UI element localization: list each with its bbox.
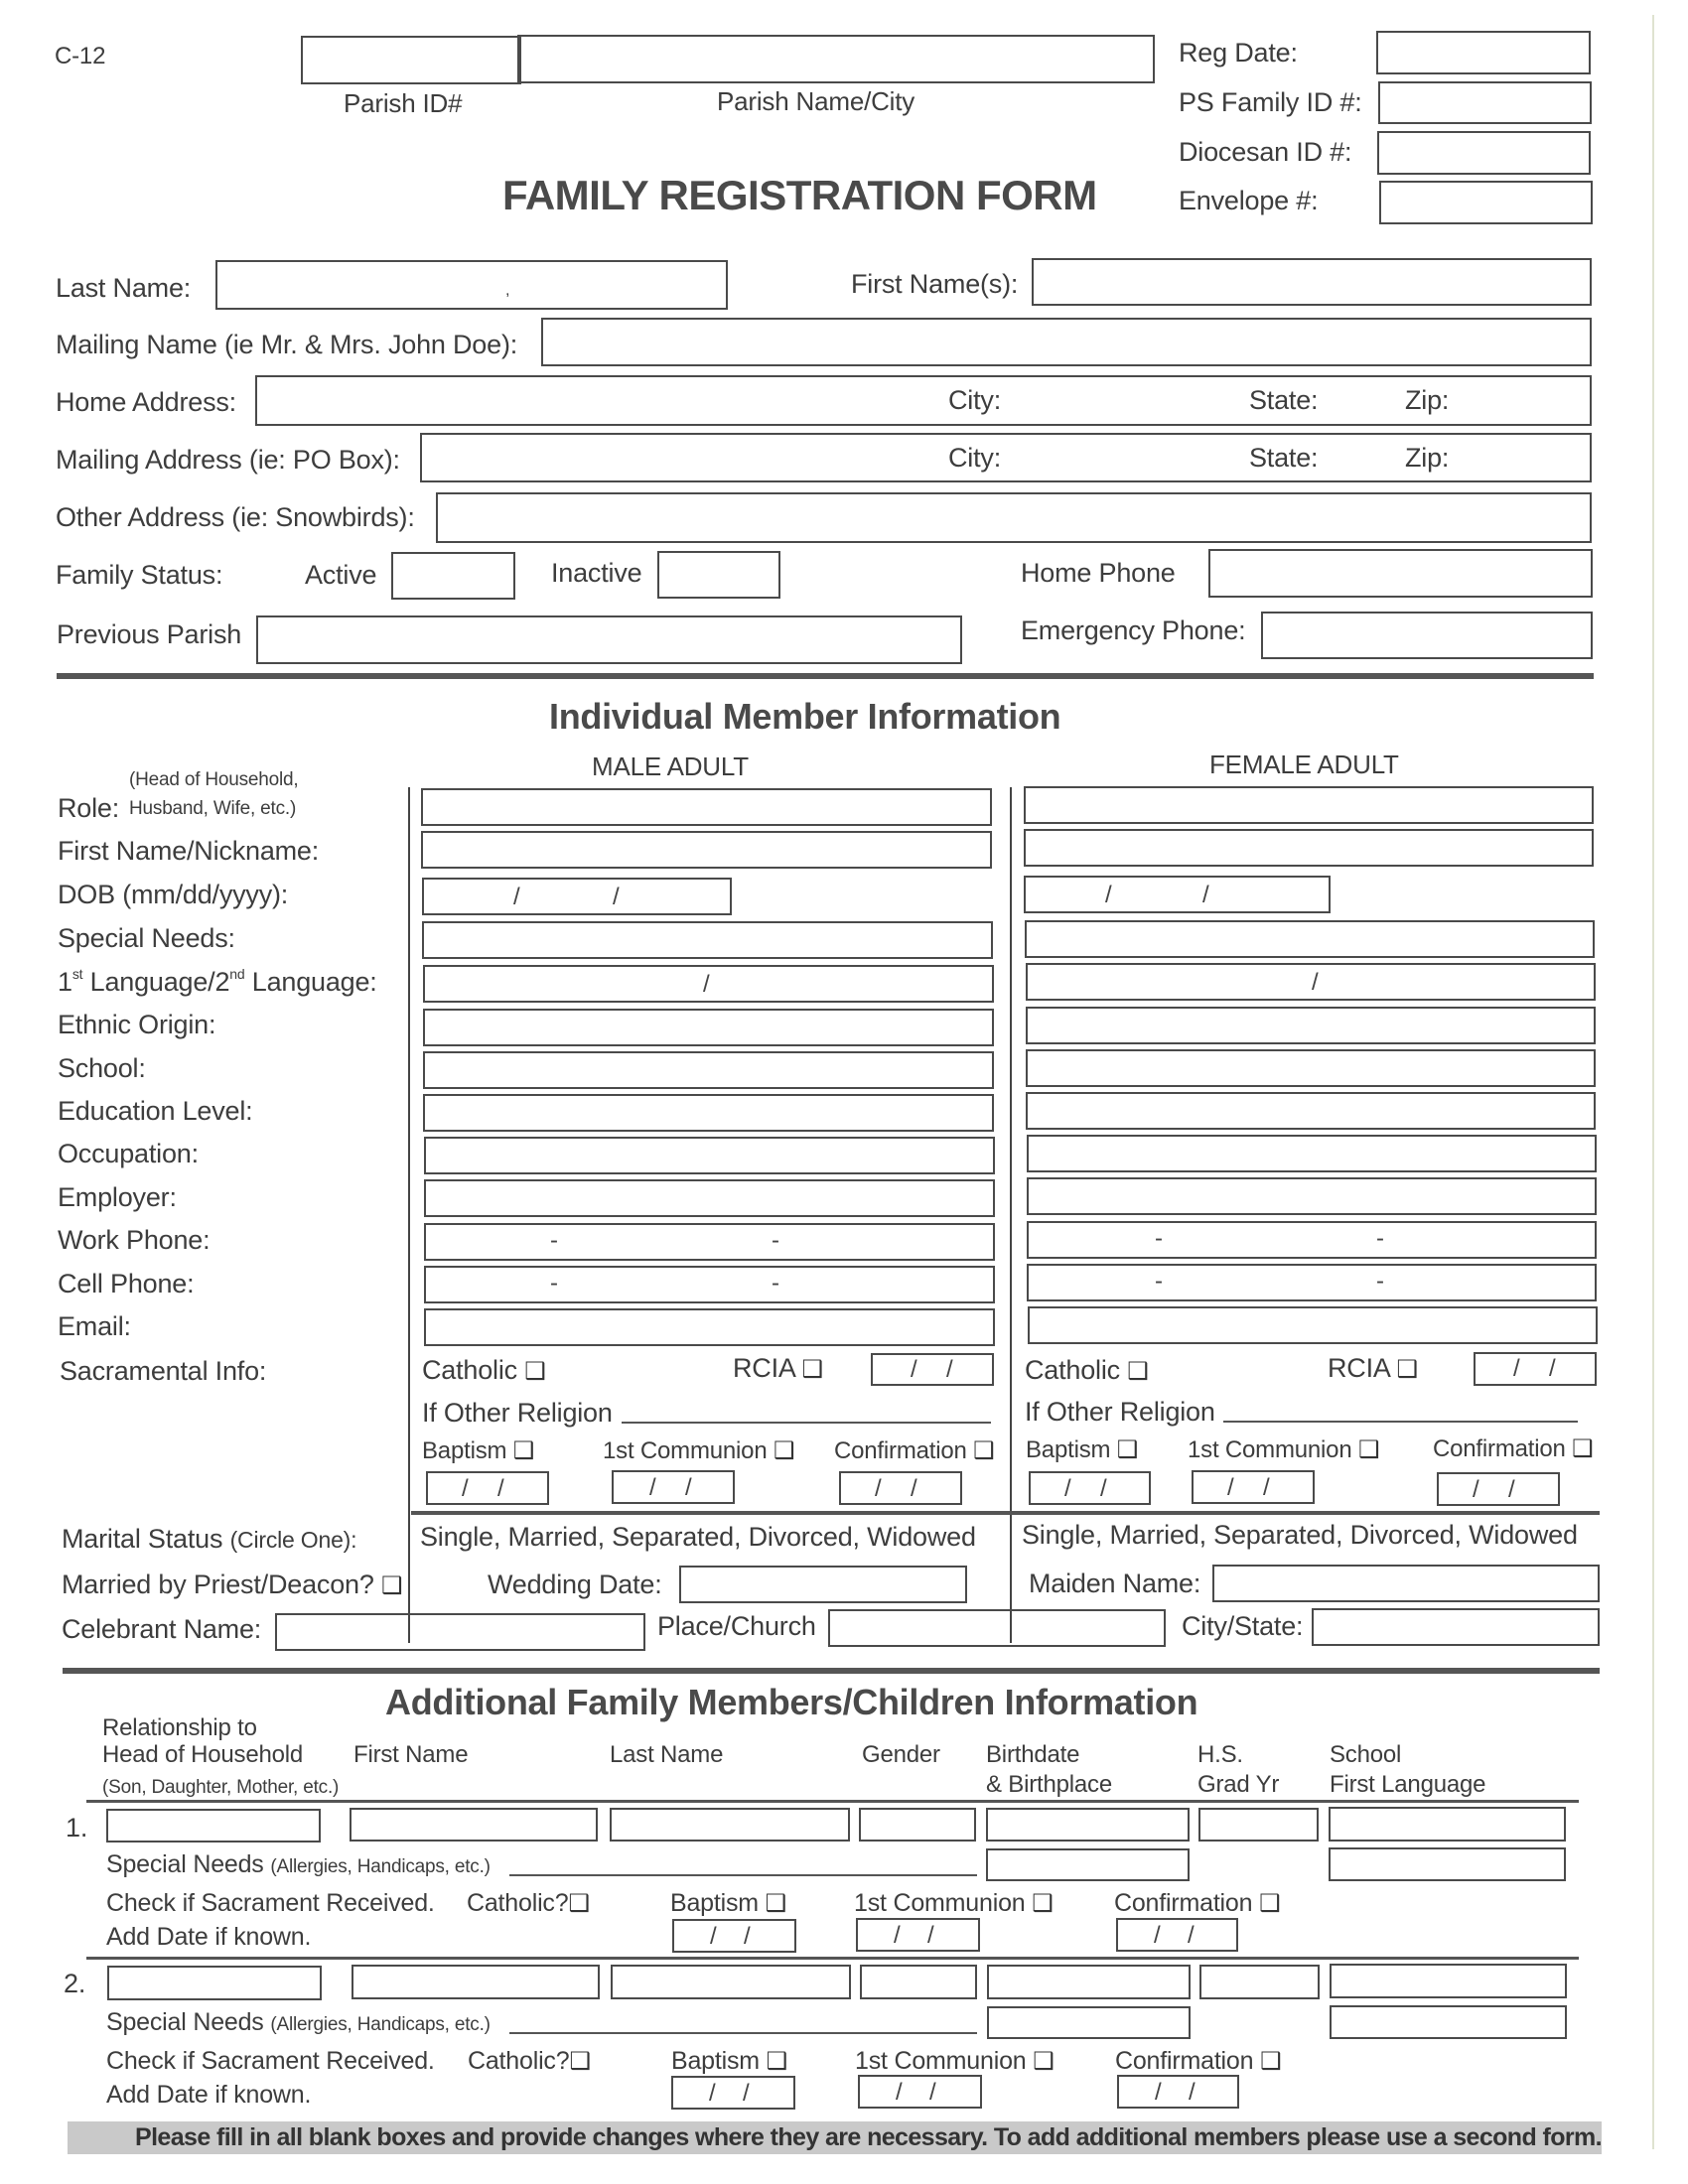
home-city-label: City: xyxy=(948,385,1002,415)
sacrament-divider xyxy=(411,1511,1600,1515)
checkbox-icon: ❑ xyxy=(765,1890,786,1917)
wedding-date-field[interactable] xyxy=(679,1566,967,1603)
female-other-religion-field[interactable] xyxy=(1223,1409,1578,1423)
emergency-phone-field[interactable] xyxy=(1261,612,1593,659)
col-relationship-1: Relationship to xyxy=(102,1714,257,1741)
city-state-field[interactable] xyxy=(1312,1608,1600,1646)
female-email-field[interactable] xyxy=(1028,1306,1598,1344)
member2-catholic-checkbox[interactable]: Catholic?❑ xyxy=(468,2047,591,2075)
male-special-needs-field[interactable] xyxy=(422,921,993,959)
member1-gender-field[interactable] xyxy=(859,1808,976,1842)
envelope-label: Envelope #: xyxy=(1179,186,1319,215)
female-education-level-field[interactable] xyxy=(1026,1092,1596,1130)
female-baptism-checkbox[interactable]: Baptism ❑ xyxy=(1026,1436,1139,1463)
phone-separator: - xyxy=(1155,1225,1163,1252)
checkbox-icon: ❑ xyxy=(568,1890,590,1917)
celebrant-name-field[interactable] xyxy=(275,1613,645,1651)
checkbox-icon: ❑ xyxy=(569,2048,591,2075)
language-separator: / xyxy=(703,971,710,998)
language-label: 1st Language/2nd Language: xyxy=(58,966,377,997)
date-separator: / xyxy=(1154,1922,1161,1949)
male-occupation-field[interactable] xyxy=(424,1137,995,1174)
checkbox-icon: ❑ xyxy=(973,1437,995,1464)
male-baptism-checkbox[interactable]: Baptism ❑ xyxy=(422,1437,535,1464)
active-label: Active xyxy=(305,560,377,590)
female-communion-checkbox[interactable]: 1st Communion ❑ xyxy=(1188,1436,1380,1463)
phone-separator: - xyxy=(772,1227,779,1254)
section-divider xyxy=(63,1668,1600,1674)
col-hs-1: H.S. xyxy=(1197,1741,1243,1768)
male-language-field[interactable] xyxy=(423,965,994,1003)
member2-add-date-label: Add Date if known. xyxy=(106,2081,312,2109)
checkbox-icon: ❑ xyxy=(1260,2048,1282,2075)
date-separator: / xyxy=(1188,1922,1195,1949)
phone-separator: - xyxy=(550,1270,558,1297)
last-name-label: Last Name: xyxy=(56,273,192,303)
phone-separator: - xyxy=(550,1227,558,1254)
mailing-address-label: Mailing Address (ie: PO Box): xyxy=(56,445,400,475)
member1-special-needs-label: Special Needs (Allergies, Handicaps, etc.) xyxy=(106,1850,491,1878)
checkbox-icon: ❑ xyxy=(1572,1435,1594,1462)
date-separator: / xyxy=(513,884,520,910)
education-level-label: Education Level: xyxy=(58,1096,253,1126)
member1-first-language-field[interactable] xyxy=(1329,1847,1566,1881)
checkbox-icon: ❑ xyxy=(1357,1436,1380,1463)
member1-special-needs-field[interactable] xyxy=(509,1864,977,1876)
ps-family-id-field[interactable] xyxy=(1378,81,1592,124)
member1-birthdate-field[interactable] xyxy=(986,1808,1190,1842)
female-communion-date-field[interactable] xyxy=(1192,1470,1315,1504)
member1-birthplace-field[interactable] xyxy=(986,1848,1190,1881)
female-language-field[interactable] xyxy=(1026,963,1596,1001)
wedding-date-label: Wedding Date: xyxy=(488,1570,662,1599)
checkbox-icon: ❑ xyxy=(773,1437,795,1464)
date-separator: / xyxy=(911,1475,917,1502)
place-church-field[interactable] xyxy=(828,1609,1166,1647)
header-divider xyxy=(86,1800,1579,1803)
emergency-phone-label: Emergency Phone: xyxy=(1021,615,1246,645)
special-needs-label: Special Needs: xyxy=(58,923,235,953)
phone-separator: - xyxy=(1376,1225,1384,1252)
home-address-label: Home Address: xyxy=(56,387,236,417)
mailing-zip-label: Zip: xyxy=(1405,443,1450,473)
member1-first-name-field[interactable] xyxy=(350,1808,598,1842)
date-separator: / xyxy=(911,1356,917,1383)
diocesan-id-field[interactable] xyxy=(1377,131,1591,175)
home-zip-label: Zip: xyxy=(1405,385,1450,415)
col-school-1: School xyxy=(1330,1741,1402,1768)
member2-special-needs-field[interactable] xyxy=(509,2022,977,2034)
role-hint-1: (Head of Household, xyxy=(129,769,299,790)
female-role-field[interactable] xyxy=(1024,786,1594,824)
role-label: Role: xyxy=(58,793,120,823)
member2-communion-date-field[interactable] xyxy=(858,2075,982,2109)
date-separator: / xyxy=(1227,1474,1234,1501)
phone-separator: - xyxy=(1155,1268,1163,1295)
date-separator: / xyxy=(709,2080,716,2107)
col-hs-2: Grad Yr xyxy=(1197,1771,1280,1798)
last-name-field[interactable] xyxy=(215,260,728,310)
member1-baptism-date-field[interactable] xyxy=(672,1919,796,1953)
member2-confirmation-checkbox[interactable]: Confirmation ❑ xyxy=(1115,2047,1282,2075)
female-marital-options[interactable]: Single, Married, Separated, Divorced, Widowed xyxy=(1022,1520,1578,1550)
col-last-name: Last Name xyxy=(610,1741,724,1768)
female-special-needs-field[interactable] xyxy=(1025,920,1595,958)
female-cell-phone-field[interactable] xyxy=(1027,1264,1597,1301)
page-edge-line xyxy=(1652,15,1654,2149)
marital-status-label: Marital Status (Circle One): xyxy=(62,1524,357,1554)
date-separator: / xyxy=(875,1475,882,1502)
phone-separator: - xyxy=(772,1270,779,1297)
male-rcia-date-field[interactable] xyxy=(871,1353,994,1386)
member1-add-date-label: Add Date if known. xyxy=(106,1923,312,1951)
female-employer-field[interactable] xyxy=(1027,1177,1597,1215)
member2-birthdate-field[interactable] xyxy=(987,1965,1191,1999)
active-field[interactable] xyxy=(391,552,515,600)
diocesan-id-label: Diocesan ID #: xyxy=(1179,137,1352,167)
date-separator: / xyxy=(649,1474,656,1501)
male-rcia-checkbox[interactable]: RCIA ❑ xyxy=(733,1353,823,1383)
male-ethnic-origin-field[interactable] xyxy=(423,1009,994,1046)
other-address-label: Other Address (ie: Snowbirds): xyxy=(56,502,415,532)
date-separator: / xyxy=(1155,2079,1162,2106)
col-birthdate-2: & Birthplace xyxy=(986,1771,1112,1798)
checkbox-icon: ❑ xyxy=(766,2048,787,2075)
language-separator: / xyxy=(1312,969,1319,996)
dob-label: DOB (mm/dd/yyyy): xyxy=(58,880,289,909)
male-confirmation-checkbox[interactable]: Confirmation ❑ xyxy=(834,1437,995,1464)
male-baptism-date-field[interactable] xyxy=(426,1471,549,1505)
member1-catholic-checkbox[interactable]: Catholic?❑ xyxy=(467,1889,590,1917)
place-church-label: Place/Church xyxy=(657,1611,816,1641)
checkbox-icon: ❑ xyxy=(1116,1436,1139,1463)
mailing-name-label: Mailing Name (ie Mr. & Mrs. John Doe): xyxy=(56,330,518,359)
additional-section-title: Additional Family Members/Children Information xyxy=(385,1682,1198,1722)
date-separator: / xyxy=(1508,1476,1515,1503)
married-by-priest-checkbox[interactable]: Married by Priest/Deacon? ❑ xyxy=(62,1570,403,1599)
male-adult-header: MALE ADULT xyxy=(592,751,749,781)
male-work-phone-field[interactable] xyxy=(424,1223,995,1261)
first-nickname-label: First Name/Nickname: xyxy=(58,836,320,866)
row-number: 1. xyxy=(66,1813,88,1843)
female-rcia-checkbox[interactable]: RCIA ❑ xyxy=(1328,1353,1418,1383)
member1-grad-year-field[interactable] xyxy=(1198,1808,1319,1842)
ethnic-origin-label: Ethnic Origin: xyxy=(58,1010,216,1039)
employer-label: Employer: xyxy=(58,1182,177,1212)
member2-last-name-field[interactable] xyxy=(611,1965,851,1999)
first-names-label: First Name(s): xyxy=(851,269,1019,299)
maiden-name-field[interactable] xyxy=(1212,1565,1600,1602)
previous-parish-field[interactable] xyxy=(256,615,962,664)
female-rcia-date-field[interactable] xyxy=(1474,1352,1597,1386)
school-label: School: xyxy=(58,1053,146,1083)
date-separator: / xyxy=(929,2079,936,2106)
parish-id-field[interactable] xyxy=(301,36,521,84)
female-catholic-checkbox[interactable]: Catholic ❑ xyxy=(1025,1355,1149,1385)
member1-check-sacrament-label: Check if Sacrament Received. xyxy=(106,1889,435,1917)
female-occupation-field[interactable] xyxy=(1027,1135,1597,1172)
male-first-nickname-field[interactable] xyxy=(421,831,992,869)
row-divider xyxy=(86,1957,1579,1960)
home-phone-label: Home Phone xyxy=(1021,558,1176,588)
member2-communion-checkbox[interactable]: 1st Communion ❑ xyxy=(855,2047,1055,2075)
email-label: Email: xyxy=(58,1311,131,1341)
cell-phone-label: Cell Phone: xyxy=(58,1269,195,1298)
mailing-state-label: State: xyxy=(1249,443,1319,473)
left-column-line xyxy=(408,787,410,1643)
celebrant-name-label: Celebrant Name: xyxy=(62,1614,262,1644)
home-state-label: State: xyxy=(1249,385,1319,415)
female-ethnic-origin-field[interactable] xyxy=(1026,1007,1596,1044)
member1-school-field[interactable] xyxy=(1329,1807,1566,1842)
home-address-field[interactable] xyxy=(255,375,1592,426)
female-school-field[interactable] xyxy=(1026,1049,1596,1087)
checkbox-icon: ❑ xyxy=(512,1437,535,1464)
member2-gender-field[interactable] xyxy=(860,1965,977,1999)
last-name-value: , xyxy=(505,282,510,299)
female-adult-header: FEMALE ADULT xyxy=(1209,750,1399,779)
member2-baptism-date-field[interactable] xyxy=(671,2076,795,2110)
checkbox-icon: ❑ xyxy=(524,1358,546,1385)
other-address-field[interactable] xyxy=(436,492,1592,543)
checkbox-icon: ❑ xyxy=(1127,1358,1149,1385)
date-separator: / xyxy=(1549,1355,1556,1382)
female-dob-field[interactable] xyxy=(1024,876,1331,913)
male-email-field[interactable] xyxy=(424,1308,995,1346)
maiden-name-label: Maiden Name: xyxy=(1029,1569,1201,1598)
male-catholic-checkbox[interactable]: Catholic ❑ xyxy=(422,1355,546,1385)
phone-separator: - xyxy=(1376,1268,1384,1295)
male-confirmation-date-field[interactable] xyxy=(839,1471,962,1505)
date-separator: / xyxy=(896,2079,903,2106)
member2-relationship-field[interactable] xyxy=(107,1966,322,2000)
date-separator: / xyxy=(1064,1475,1071,1502)
mailing-city-label: City: xyxy=(948,443,1002,473)
male-cell-phone-field[interactable] xyxy=(424,1266,995,1303)
female-first-nickname-field[interactable] xyxy=(1024,829,1594,867)
date-separator: / xyxy=(685,1474,692,1501)
date-separator: / xyxy=(1189,2079,1196,2106)
parish-name-label: Parish Name/City xyxy=(717,86,915,116)
member2-grad-year-field[interactable] xyxy=(1199,1965,1320,1999)
ps-family-id-label: PS Family ID #: xyxy=(1179,87,1362,117)
role-hint-2: Husband, Wife, etc.) xyxy=(129,798,297,819)
member2-birthplace-field[interactable] xyxy=(987,2006,1191,2039)
col-school-2: First Language xyxy=(1330,1771,1486,1798)
col-relationship-2: Head of Household xyxy=(102,1741,304,1768)
female-confirmation-checkbox[interactable]: Confirmation ❑ xyxy=(1433,1435,1594,1462)
male-communion-date-field[interactable] xyxy=(612,1470,735,1504)
female-confirmation-date-field[interactable] xyxy=(1437,1472,1560,1506)
previous-parish-label: Previous Parish xyxy=(57,619,242,649)
male-education-level-field[interactable] xyxy=(423,1094,994,1132)
sacramental-info-label: Sacramental Info: xyxy=(60,1356,267,1386)
member2-confirmation-date-field[interactable] xyxy=(1117,2075,1239,2109)
member1-confirmation-checkbox[interactable]: Confirmation ❑ xyxy=(1114,1889,1281,1917)
form-code: C-12 xyxy=(55,43,106,69)
mailing-name-field[interactable] xyxy=(541,318,1592,366)
male-school-field[interactable] xyxy=(423,1051,994,1089)
date-separator: / xyxy=(1513,1355,1520,1382)
checkbox-icon: ❑ xyxy=(801,1356,823,1383)
date-separator: / xyxy=(462,1475,469,1502)
section-divider xyxy=(57,673,1594,679)
female-other-religion-label: If Other Religion xyxy=(1025,1397,1215,1427)
date-separator: / xyxy=(744,1923,751,1950)
male-employer-field[interactable] xyxy=(424,1179,995,1217)
home-phone-field[interactable] xyxy=(1208,549,1593,598)
date-separator: / xyxy=(1100,1475,1107,1502)
male-other-religion-label: If Other Religion xyxy=(422,1398,613,1428)
inactive-field[interactable] xyxy=(657,551,780,599)
checkbox-icon: ❑ xyxy=(380,1572,403,1599)
reg-date-label: Reg Date: xyxy=(1179,38,1298,68)
date-separator: / xyxy=(1202,882,1209,908)
date-separator: / xyxy=(613,884,620,910)
checkbox-icon: ❑ xyxy=(1259,1890,1281,1917)
female-work-phone-field[interactable] xyxy=(1027,1221,1597,1259)
male-communion-checkbox[interactable]: 1st Communion ❑ xyxy=(603,1437,795,1464)
date-separator: / xyxy=(497,1475,504,1502)
checkbox-icon: ❑ xyxy=(1033,2048,1055,2075)
member1-last-name-field[interactable] xyxy=(610,1808,850,1842)
family-status-label: Family Status: xyxy=(56,560,223,590)
col-relationship-hint: (Son, Daughter, Mother, etc.) xyxy=(102,1777,340,1798)
male-dob-field[interactable] xyxy=(422,878,732,915)
footer-notice: Please fill in all blank boxes and provide changes where they are necessary. To add additional members please use a second form. xyxy=(135,2123,1602,2151)
date-separator: / xyxy=(743,2080,750,2107)
row-number: 2. xyxy=(64,1969,86,1998)
city-state-label: City/State: xyxy=(1182,1611,1304,1641)
page-title: FAMILY REGISTRATION FORM xyxy=(502,172,1097,218)
member1-communion-date-field[interactable] xyxy=(856,1918,980,1952)
date-separator: / xyxy=(1263,1474,1270,1501)
parish-id-label: Parish ID# xyxy=(344,88,463,118)
member2-check-sacrament-label: Check if Sacrament Received. xyxy=(106,2047,435,2075)
inactive-label: Inactive xyxy=(551,558,642,588)
member1-confirmation-date-field[interactable] xyxy=(1116,1918,1238,1952)
date-separator: / xyxy=(710,1923,717,1950)
member2-first-language-field[interactable] xyxy=(1330,2005,1567,2039)
member1-relationship-field[interactable] xyxy=(106,1809,321,1843)
date-separator: / xyxy=(1105,882,1112,908)
member2-first-name-field[interactable] xyxy=(352,1965,600,1999)
col-gender: Gender xyxy=(862,1741,940,1768)
envelope-field[interactable] xyxy=(1379,181,1593,224)
member1-baptism-checkbox[interactable]: Baptism ❑ xyxy=(670,1889,786,1917)
date-separator: / xyxy=(927,1922,934,1949)
parish-name-field[interactable] xyxy=(517,35,1155,83)
date-separator: / xyxy=(894,1922,901,1949)
date-separator: / xyxy=(1473,1476,1479,1503)
member2-school-field[interactable] xyxy=(1330,1964,1567,1998)
checkbox-icon: ❑ xyxy=(1032,1890,1054,1917)
col-first-name: First Name xyxy=(353,1741,469,1768)
date-separator: / xyxy=(946,1356,953,1383)
female-baptism-date-field[interactable] xyxy=(1029,1471,1151,1505)
male-other-religion-field[interactable] xyxy=(622,1410,991,1424)
col-birthdate-1: Birthdate xyxy=(986,1741,1080,1768)
first-names-field[interactable] xyxy=(1032,258,1592,306)
member1-communion-checkbox[interactable]: 1st Communion ❑ xyxy=(854,1889,1054,1917)
member2-baptism-checkbox[interactable]: Baptism ❑ xyxy=(671,2047,787,2075)
reg-date-field[interactable] xyxy=(1376,31,1591,74)
checkbox-icon: ❑ xyxy=(1396,1356,1418,1383)
male-role-field[interactable] xyxy=(421,788,992,826)
male-marital-options[interactable]: Single, Married, Separated, Divorced, Widowed xyxy=(420,1522,976,1552)
occupation-label: Occupation: xyxy=(58,1139,199,1168)
work-phone-label: Work Phone: xyxy=(58,1225,211,1255)
individual-section-title: Individual Member Information xyxy=(549,696,1061,737)
member2-special-needs-label: Special Needs (Allergies, Handicaps, etc.) xyxy=(106,2008,491,2036)
